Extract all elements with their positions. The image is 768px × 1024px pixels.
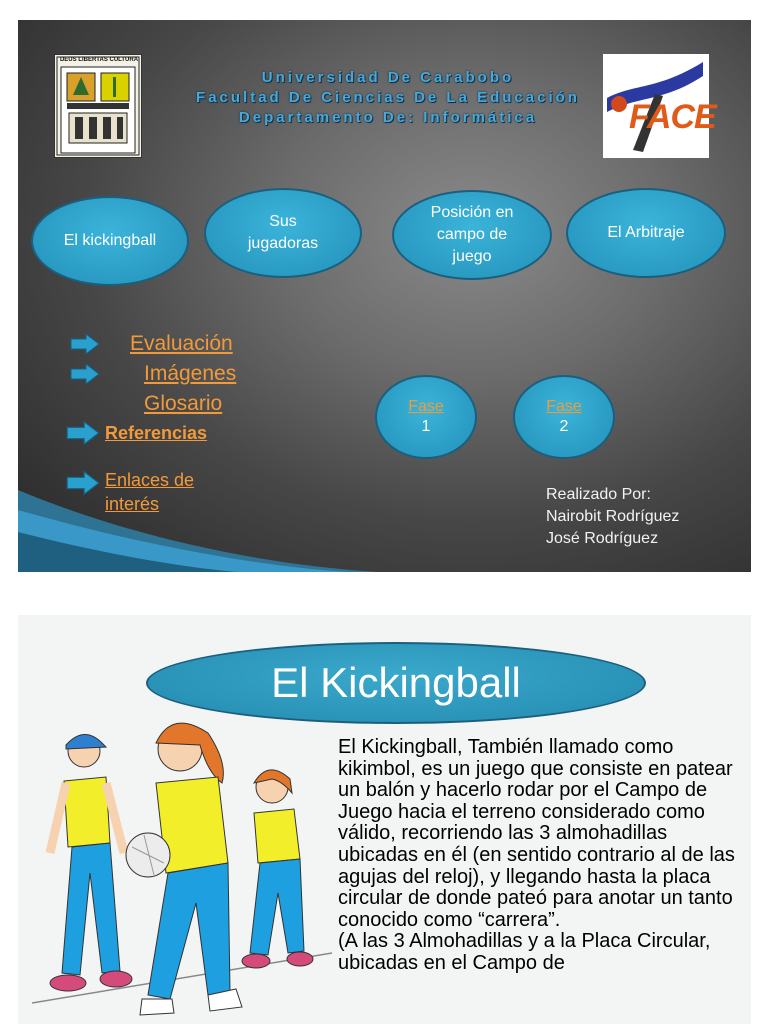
menu-evaluacion[interactable] <box>70 332 233 356</box>
fase-label[interactable]: Fase <box>546 398 582 415</box>
fase-2-button[interactable] <box>513 375 615 459</box>
fase-1-button[interactable] <box>375 375 477 459</box>
university-logo <box>54 54 142 158</box>
fase-number: 1 <box>421 418 431 435</box>
university-motto: DEUS LIBERTAS CULTURA <box>59 57 139 63</box>
credits <box>546 484 679 550</box>
university-name: Universidad De Carabobo <box>261 69 515 86</box>
topic-label: Posición en campo de juego <box>430 204 514 265</box>
title-slide <box>18 20 751 572</box>
credits-heading: Realizado Por: <box>546 486 651 503</box>
paragraph: El Kickingball, También llamado como kikimbol, es un juego que consiste en patear un balón y hacerlo rodar por el Campo de Juego hacia el terreno considerado como válido, recorriendo las 3 almohadillas ubicadas en él (en sentido contrario al de las agujas del reloj), y llegando hasta la placa circular de donde pateó para anotar un tanto conocido como “carrera”. <box>338 736 735 931</box>
enlaces-link[interactable]: Enlaces de interés <box>105 470 195 514</box>
content-slide <box>18 615 751 1024</box>
kids-playing-illustration <box>32 703 332 1024</box>
evaluacion-link[interactable]: Evaluación <box>130 332 233 355</box>
arrow-right-icon <box>70 333 100 355</box>
fase-label[interactable]: Fase <box>408 398 444 415</box>
menu-glosario[interactable] <box>70 392 222 416</box>
topic-posicion-campo[interactable] <box>392 190 552 280</box>
topic-label: Sus jugadoras <box>247 213 319 252</box>
topic-sus-jugadoras[interactable] <box>204 188 362 278</box>
faculty-name: Facultad De Ciencias De La Educación <box>196 89 580 106</box>
fase-number: 2 <box>559 418 569 435</box>
topic-el-arbitraje[interactable] <box>566 188 726 278</box>
menu-referencias[interactable] <box>66 420 207 446</box>
arrow-right-icon <box>66 420 100 446</box>
university-title <box>168 68 608 128</box>
glosario-link[interactable]: Glosario <box>144 392 223 415</box>
topic-el-kickingball[interactable] <box>31 196 189 286</box>
faculty-logo-text: FACE <box>629 98 716 136</box>
author-name: Nairobit Rodríguez <box>546 508 680 525</box>
faculty-logo <box>603 54 716 158</box>
author-name: José Rodríguez <box>546 530 659 547</box>
university-shield-icon <box>55 55 141 157</box>
body-text <box>338 737 738 975</box>
menu-enlaces[interactable] <box>66 468 225 516</box>
imagenes-link[interactable]: Imágenes <box>144 362 237 385</box>
paragraph: (A las 3 Almohadillas y a la Placa Circular, ubicadas en el Campo de <box>338 930 711 974</box>
arrow-right-icon <box>66 470 100 496</box>
arrow-right-icon <box>70 363 100 385</box>
topic-label: El Arbitraje <box>607 224 685 241</box>
referencias-link[interactable]: Referencias <box>105 422 208 443</box>
topic-label: El kickingball <box>63 232 157 249</box>
menu-imagenes[interactable] <box>70 362 236 386</box>
slide-title: El Kickingball <box>146 642 646 724</box>
department-name: Departamento De: Informática <box>238 109 538 126</box>
